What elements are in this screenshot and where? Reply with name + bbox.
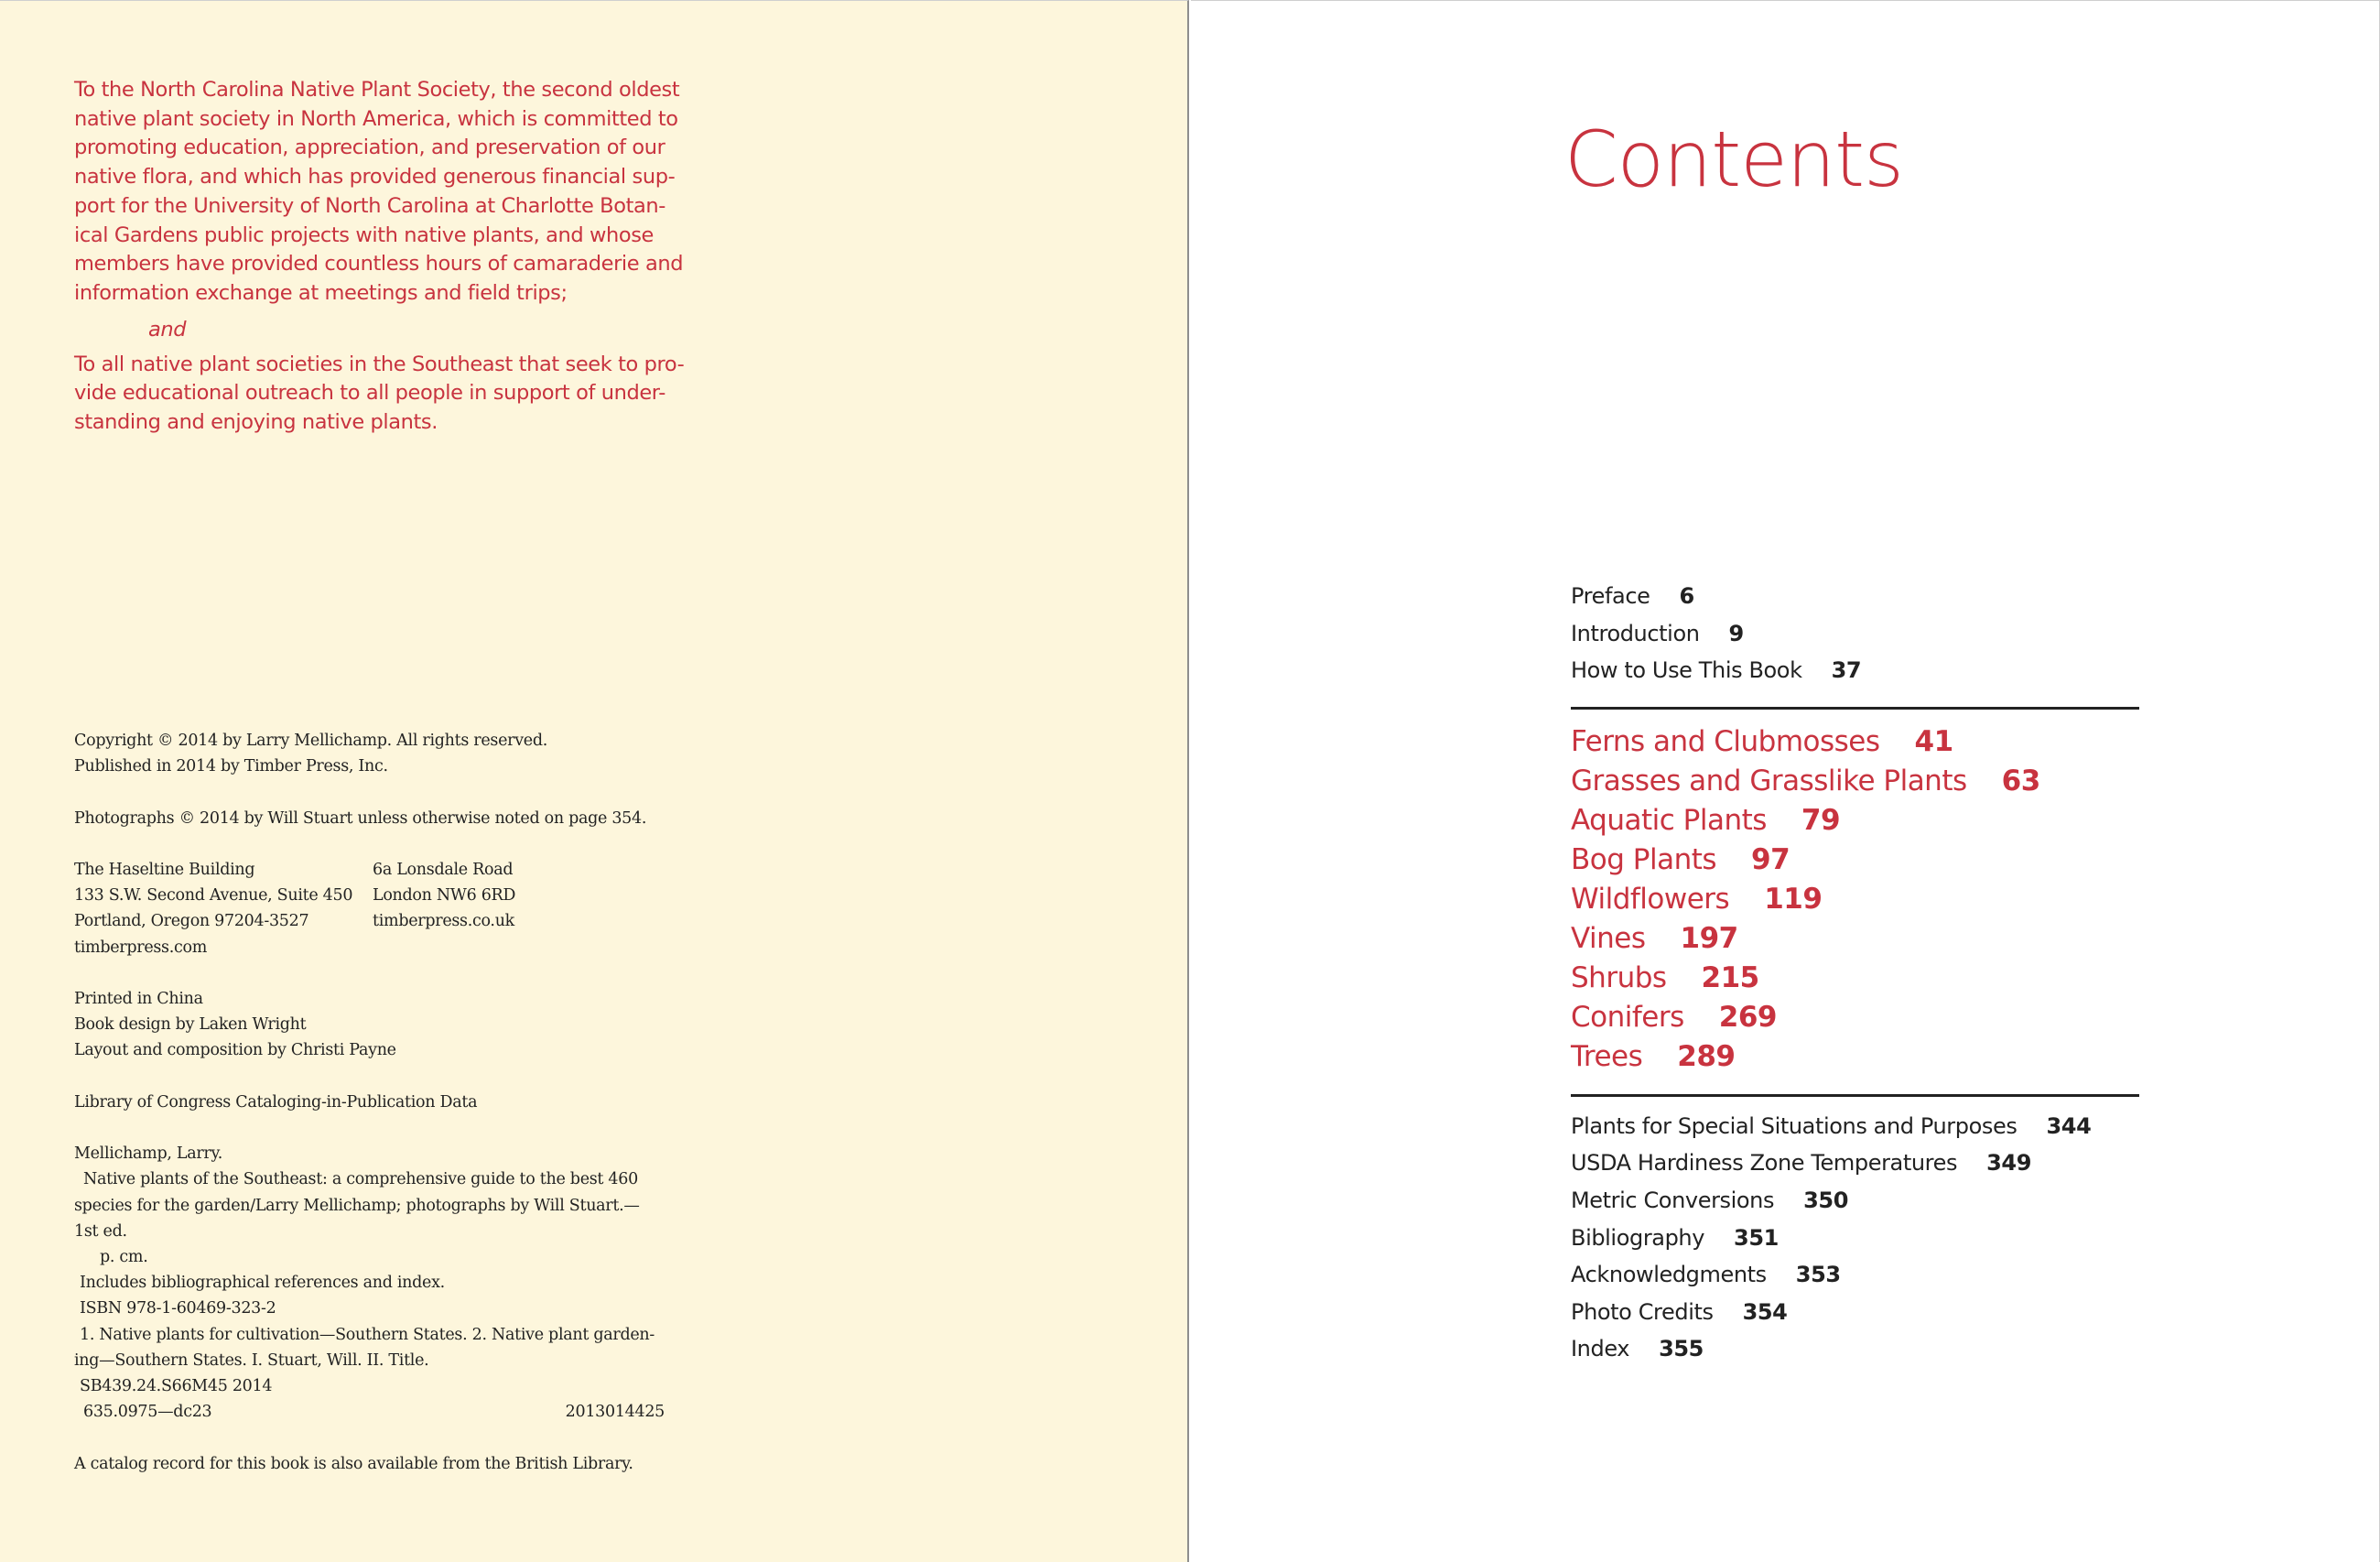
toc-label: Bog Plants <box>1571 842 1717 876</box>
dedication-line: native plant society in North America, which is committed to <box>74 106 678 131</box>
toc-label: Bibliography <box>1571 1224 1705 1251</box>
toc-label: How to Use This Book <box>1571 657 1802 684</box>
toc-item[interactable] <box>1571 1182 2139 1220</box>
printed-line: Printed in China <box>74 989 203 1008</box>
dedication-line: promoting education, appreciation, and preservation of our <box>74 136 665 160</box>
dedication-line: To the North Carolina Native Plant Society, the second oldest <box>74 78 680 102</box>
dedication-line: port for the University of North Carolina at Charlotte Botan- <box>74 193 665 218</box>
toc-label: Aquatic Plants <box>1571 803 1767 837</box>
toc-page: 9 <box>1728 620 1744 646</box>
toc-page: 41 <box>1914 724 1953 758</box>
dedication-and: and <box>148 317 187 342</box>
toc-section-item[interactable] <box>1571 722 2139 762</box>
toc-item[interactable] <box>1571 1294 2139 1331</box>
photo-credit-line: Photographs © 2014 by Will Stuart unless otherwise noted on page 354. <box>74 808 647 828</box>
toc-section-item[interactable] <box>1571 880 2139 919</box>
toc-section-item[interactable] <box>1571 919 2139 959</box>
toc-page: 79 <box>1801 803 1841 837</box>
website-us: timberpress.com <box>74 938 208 957</box>
toc-label: Introduction <box>1571 620 1700 646</box>
dedication-line: standing and enjoying native plants. <box>74 410 438 435</box>
toc-page: 97 <box>1751 842 1790 876</box>
cip-line: 1. Native plants for cultivation—Southern States. 2. Native plant garden- <box>80 1325 655 1344</box>
toc-label: Acknowledgments <box>1571 1262 1767 1288</box>
address-line: The Haseltine Building <box>74 860 255 879</box>
address-line: London NW6 6RD <box>373 886 516 906</box>
toc-label: Conifers <box>1571 1000 1684 1034</box>
toc-page: 215 <box>1701 960 1759 994</box>
cip-author: Mellichamp, Larry. <box>74 1144 223 1164</box>
toc-label: Vines <box>1571 921 1646 955</box>
cip-isbn: ISBN 978-1-60469-323-2 <box>80 1299 276 1318</box>
toc-section-item[interactable] <box>1571 998 2139 1037</box>
toc-section-item[interactable] <box>1571 801 2139 841</box>
toc-label: Index <box>1571 1336 1630 1362</box>
toc-page: 354 <box>1742 1298 1788 1325</box>
toc-page: 63 <box>2001 764 2040 797</box>
publisher-line: Published in 2014 by Timber Press, Inc. <box>74 757 388 776</box>
toc-section-item[interactable] <box>1571 1037 2139 1077</box>
toc-section-item[interactable] <box>1571 762 2139 801</box>
toc-page: 289 <box>1677 1039 1736 1073</box>
toc-section-item[interactable] <box>1571 959 2139 998</box>
cip-dewey: 635.0975—dc23 <box>83 1403 212 1422</box>
toc-section-item[interactable] <box>1571 841 2139 880</box>
toc-sections <box>1571 722 2139 1077</box>
divider <box>1571 1094 2139 1097</box>
publisher-addresses <box>74 857 665 960</box>
right-page <box>1191 0 2380 1562</box>
address-line: 6a Lonsdale Road <box>373 860 514 879</box>
copyright-block <box>74 728 665 1477</box>
cip-line: ing—Southern States. I. Stuart, Will. II. Title. <box>74 1350 429 1370</box>
cip-line: Includes bibliographical references and index. <box>80 1274 445 1293</box>
address-us <box>74 857 373 960</box>
address-line: Portland, Oregon 97204-3527 <box>74 912 309 931</box>
page-title: Contents <box>1564 114 1903 204</box>
toc-page: 351 <box>1734 1224 1779 1251</box>
toc-item[interactable] <box>1571 1330 2139 1368</box>
toc-item[interactable] <box>1571 578 2139 615</box>
address-line: 133 S.W. Second Avenue, Suite 450 <box>74 886 353 906</box>
toc-item[interactable] <box>1571 615 2139 653</box>
cip-callno: SB439.24.S66M45 2014 <box>80 1377 273 1395</box>
toc-page: 119 <box>1764 882 1823 916</box>
address-uk <box>373 857 515 960</box>
toc-page: 353 <box>1795 1262 1841 1288</box>
cip-heading: Library of Congress Cataloging-in-Publication Data <box>74 1092 478 1112</box>
toc-item[interactable] <box>1571 1108 2139 1145</box>
toc-label: Metric Conversions <box>1571 1187 1775 1213</box>
dedication-line: members have provided countless hours of camaraderie and <box>74 252 684 277</box>
left-page <box>0 0 1189 1562</box>
toc-back-matter <box>1571 1108 2139 1368</box>
dedication <box>74 76 685 438</box>
toc-page: 349 <box>1986 1150 2031 1177</box>
toc-label: Plants for Special Situations and Purposes <box>1571 1112 2018 1139</box>
cip-classification <box>74 1399 665 1425</box>
toc-label: Trees <box>1571 1039 1643 1073</box>
toc-page: 6 <box>1679 583 1694 609</box>
layout-credit: Layout and composition by Christi Payne <box>74 1041 396 1060</box>
toc-item[interactable] <box>1571 1144 2139 1182</box>
toc-page: 344 <box>2046 1112 2092 1139</box>
table-of-contents <box>1571 578 2139 1368</box>
toc-label: USDA Hardiness Zone Temperatures <box>1571 1150 1958 1177</box>
toc-page: 355 <box>1659 1336 1704 1362</box>
toc-page: 269 <box>1718 1000 1777 1034</box>
toc-page: 37 <box>1831 657 1862 684</box>
cip-line: p. cm. <box>100 1247 148 1266</box>
dedication-line: information exchange at meetings and field trips; <box>74 280 568 305</box>
copyright-line: Copyright © 2014 by Larry Mellichamp. All rights reserved. <box>74 732 548 750</box>
toc-label: Grasses and Grasslike Plants <box>1571 764 1967 797</box>
design-credit: Book design by Laken Wright <box>74 1015 307 1035</box>
toc-page: 197 <box>1680 921 1738 955</box>
toc-page: 350 <box>1803 1187 1849 1213</box>
toc-item[interactable] <box>1571 652 2139 689</box>
toc-label: Ferns and Clubmosses <box>1571 724 1880 758</box>
dedication-line: To all native plant societies in the Southeast that seek to pro- <box>74 352 685 376</box>
toc-label: Photo Credits <box>1571 1298 1714 1325</box>
website-uk: timberpress.co.uk <box>373 912 514 931</box>
divider <box>1571 707 2139 710</box>
cip-line: Native plants of the Southeast: a comprehensive guide to the best 460 <box>83 1170 638 1189</box>
cip-line: 1st ed. <box>74 1221 127 1241</box>
toc-item[interactable] <box>1571 1220 2139 1257</box>
toc-label: Shrubs <box>1571 960 1667 994</box>
cip-lccn: 2013014425 <box>565 1403 665 1422</box>
cip-line: species for the garden/Larry Mellichamp; photographs by Will Stuart.— <box>74 1196 640 1215</box>
dedication-line: ical Gardens public projects with native plants, and whose <box>74 222 654 247</box>
toc-label: Preface <box>1571 583 1650 609</box>
toc-label: Wildflowers <box>1571 882 1730 916</box>
toc-item[interactable] <box>1571 1256 2139 1294</box>
toc-front-matter <box>1571 578 2139 689</box>
dedication-line: native flora, and which has provided generous financial sup- <box>74 165 676 190</box>
british-library-line: A catalog record for this book is also available from the British Library. <box>74 1454 633 1473</box>
dedication-line: vide educational outreach to all people in support of under- <box>74 381 665 406</box>
